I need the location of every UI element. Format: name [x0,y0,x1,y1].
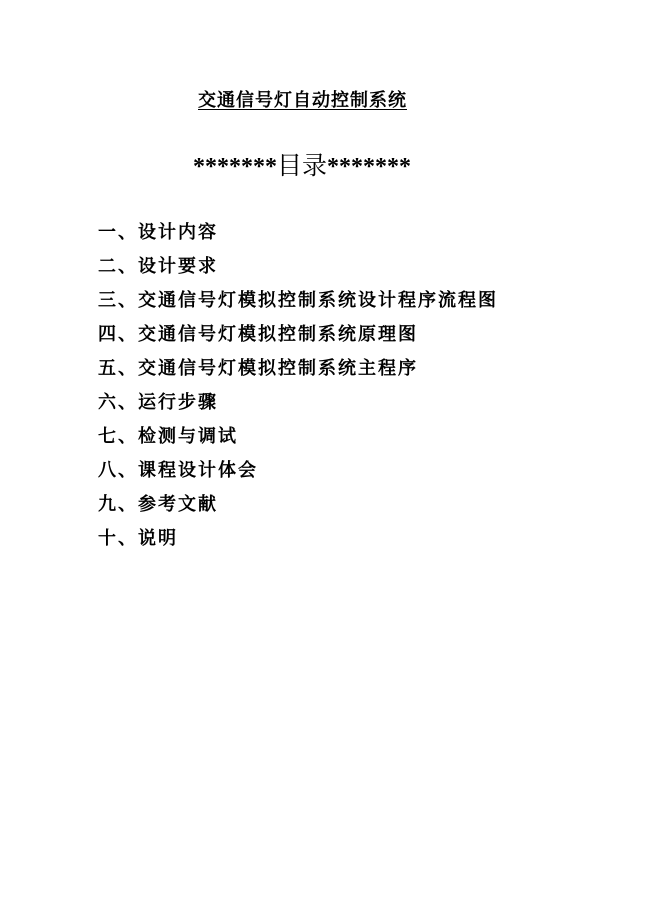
toc-item-design-requirements: 二、设计要求 [98,256,218,277]
toc-heading [193,146,411,182]
toc-list [98,220,498,560]
toc-item-references: 九、参考文献 [98,494,218,515]
toc-heading-label: 目录 [277,151,328,180]
toc-item-operation-steps: 六、运行步骤 [98,392,218,413]
toc-heading-stars-left: ******* [193,154,277,180]
toc-item-notes: 十、说明 [98,528,178,549]
toc-item-main-program: 五、交通信号灯模拟控制系统主程序 [98,358,418,379]
toc-item-design-content: 一、设计内容 [98,222,218,243]
toc-item-testing-debugging: 七、检测与调试 [98,426,238,447]
toc-item-program-flowchart: 三、交通信号灯模拟控制系统设计程序流程图 [98,290,498,311]
toc-heading-stars-right: ******* [327,154,412,180]
document-title: 交通信号灯自动控制系统 [198,90,407,111]
toc-item-schematic-diagram: 四、交通信号灯模拟控制系统原理图 [98,324,418,345]
toc-item-course-reflection: 八、课程设计体会 [98,460,258,481]
